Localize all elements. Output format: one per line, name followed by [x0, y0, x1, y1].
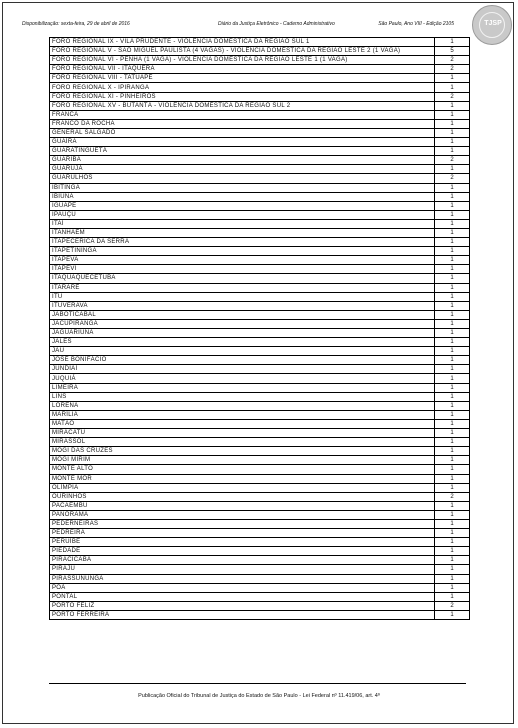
location-name: OURINHOS — [50, 492, 435, 501]
vacancy-count: 1 — [435, 128, 470, 137]
table-row — [50, 165, 470, 174]
location-name: FORO REGIONAL VI - PENHA (1 VAGA) - VIOLÊNCIA DOMÉSTICA DA REGIÃO LESTE 1 (1 VAGA) — [50, 56, 435, 65]
vacancy-count: 1 — [435, 529, 470, 538]
table-row — [50, 456, 470, 465]
table-row — [50, 329, 470, 338]
vacancy-count: 1 — [435, 301, 470, 310]
location-name: IPAUÇU — [50, 210, 435, 219]
vacancy-count: 1 — [435, 147, 470, 156]
table-row — [50, 156, 470, 165]
table-row — [50, 274, 470, 283]
table-row — [50, 219, 470, 228]
vacancy-count: 1 — [435, 474, 470, 483]
location-name: JALES — [50, 338, 435, 347]
vacancy-count: 1 — [435, 556, 470, 565]
location-name: ITARARÉ — [50, 283, 435, 292]
page-footer: Publicação Oficial do Tribunal de Justiça do Estado de São Paulo - Lei Federal nº 11.419/06, art. 4º — [138, 693, 380, 699]
vacancy-count: 1 — [435, 565, 470, 574]
vacancy-count: 1 — [435, 392, 470, 401]
vacancy-count: 1 — [435, 538, 470, 547]
table-row — [50, 592, 470, 601]
table-row — [50, 365, 470, 374]
location-name: GUAÍRA — [50, 138, 435, 147]
location-name: PORTO FERREIRA — [50, 610, 435, 619]
table-row — [50, 47, 470, 56]
vacancy-count: 1 — [435, 519, 470, 528]
location-name: LORENA — [50, 401, 435, 410]
header-publication: Diário da Justiça Eletrônico - Caderno Administrativo — [218, 21, 335, 27]
table-row — [50, 292, 470, 301]
table-row — [50, 256, 470, 265]
location-name: JUQUIÁ — [50, 374, 435, 383]
vacancy-count: 1 — [435, 38, 470, 47]
vacancy-count: 1 — [435, 410, 470, 419]
table-row — [50, 547, 470, 556]
vacancy-count: 1 — [435, 483, 470, 492]
location-name: ITAPEVI — [50, 265, 435, 274]
vacancy-count: 2 — [435, 174, 470, 183]
location-name: PEDREIRA — [50, 529, 435, 538]
location-name: ITAQUAQUECETUBA — [50, 274, 435, 283]
table-row — [50, 610, 470, 619]
table-row — [50, 210, 470, 219]
table-row — [50, 374, 470, 383]
table-row — [50, 565, 470, 574]
vacancy-count: 1 — [435, 165, 470, 174]
location-name: ITAPETININGA — [50, 247, 435, 256]
location-name: MOGI MIRIM — [50, 456, 435, 465]
location-name: GUARIBA — [50, 156, 435, 165]
location-name: FORO REGIONAL VIII - TATUAPÉ — [50, 74, 435, 83]
table-row — [50, 247, 470, 256]
vacancy-count: 1 — [435, 610, 470, 619]
location-name: MOGI DAS CRUZES — [50, 447, 435, 456]
table-row — [50, 147, 470, 156]
location-name: IBITINGA — [50, 183, 435, 192]
table-row — [50, 474, 470, 483]
location-name: PERUÍBE — [50, 538, 435, 547]
location-name: FRANCO DA ROCHA — [50, 119, 435, 128]
table-row — [50, 501, 470, 510]
table-row — [50, 338, 470, 347]
vacancy-count: 1 — [435, 247, 470, 256]
vacancy-count: 1 — [435, 319, 470, 328]
table-row — [50, 301, 470, 310]
table-row — [50, 438, 470, 447]
location-name: PACAEMBU — [50, 501, 435, 510]
table-row — [50, 483, 470, 492]
location-name: PIRASSUNUNGA — [50, 574, 435, 583]
vacancy-count: 1 — [435, 74, 470, 83]
location-name: IBIÚNA — [50, 192, 435, 201]
location-name: PANORAMA — [50, 510, 435, 519]
page-header — [22, 21, 462, 31]
location-name: JUNDIAÍ — [50, 365, 435, 374]
location-name: FORO REGIONAL IX - VILA PRUDENTE - VIOLÊNCIA DOMÉSTICA DA REGIÃO SUL 1 — [50, 38, 435, 47]
location-name: JABOTICABAL — [50, 310, 435, 319]
vacancy-count: 1 — [435, 338, 470, 347]
vacancy-count: 1 — [435, 401, 470, 410]
table-row — [50, 92, 470, 101]
vacancy-count: 1 — [435, 310, 470, 319]
table-row — [50, 174, 470, 183]
location-name: PIRAJU — [50, 565, 435, 574]
vacancy-count: 1 — [435, 183, 470, 192]
location-name: POÁ — [50, 583, 435, 592]
location-name: ITU — [50, 292, 435, 301]
location-name: FORO REGIONAL V - SÃO MIGUEL PAULISTA (4 VAGAS) - VIOLÊNCIA DOMÉSTICA DA REGIÃO LESTE 2 (1 VAGA) — [50, 47, 435, 56]
table-row — [50, 401, 470, 410]
table-row — [50, 392, 470, 401]
table-row — [50, 65, 470, 74]
vacancy-count: 1 — [435, 438, 470, 447]
seal-text: TJSP — [484, 20, 502, 27]
location-name: FRANCA — [50, 110, 435, 119]
vacancy-count: 1 — [435, 110, 470, 119]
vacancy-count: 2 — [435, 92, 470, 101]
table-row — [50, 519, 470, 528]
location-name: GUARATINGUETÁ — [50, 147, 435, 156]
vacancy-count: 1 — [435, 192, 470, 201]
vacancy-count: 1 — [435, 447, 470, 456]
vacancy-count: 5 — [435, 47, 470, 56]
location-name: JACUPIRANGA — [50, 319, 435, 328]
vacancy-count: 1 — [435, 283, 470, 292]
vacancy-count: 2 — [435, 65, 470, 74]
table-row — [50, 583, 470, 592]
table-row — [50, 538, 470, 547]
table-row — [50, 183, 470, 192]
location-name: PIEDADE — [50, 547, 435, 556]
vacancy-count: 1 — [435, 83, 470, 92]
vacancy-count: 1 — [435, 583, 470, 592]
vacancy-count: 1 — [435, 219, 470, 228]
location-name: MARÍLIA — [50, 410, 435, 419]
location-name: GUARULHOS — [50, 174, 435, 183]
table-row — [50, 110, 470, 119]
location-name: GUARUJÁ — [50, 165, 435, 174]
location-name: ITANHAÉM — [50, 228, 435, 237]
vacancy-count: 1 — [435, 101, 470, 110]
vacancy-count: 1 — [435, 547, 470, 556]
vacancy-count: 1 — [435, 374, 470, 383]
location-name: MIRASSOL — [50, 438, 435, 447]
vacancy-count: 2 — [435, 492, 470, 501]
vacancy-count: 1 — [435, 510, 470, 519]
vacancy-count: 1 — [435, 419, 470, 428]
vacancy-count: 1 — [435, 356, 470, 365]
location-name: ITAPECERICA DA SERRA — [50, 238, 435, 247]
table-row — [50, 74, 470, 83]
table-row — [50, 356, 470, 365]
vacancy-count: 1 — [435, 465, 470, 474]
table-row — [50, 410, 470, 419]
location-name: MATÃO — [50, 419, 435, 428]
table-row — [50, 283, 470, 292]
header-edition: São Paulo, Ano VIII - Edição 2105 — [378, 21, 454, 27]
location-name: MONTE MOR — [50, 474, 435, 483]
tjsp-seal-icon — [472, 5, 512, 45]
location-name: OLÍMPIA — [50, 483, 435, 492]
table-row — [50, 228, 470, 237]
header-date: Disponibilização: sexta-feira, 29 de abril de 2016 — [22, 21, 130, 27]
vacancy-count: 1 — [435, 329, 470, 338]
table-row — [50, 556, 470, 565]
footer-divider — [49, 683, 466, 684]
location-name: JAGUARIÚNA — [50, 329, 435, 338]
location-name: JOSÉ BONIFÁCIO — [50, 356, 435, 365]
vacancy-count: 1 — [435, 201, 470, 210]
location-name: PONTAL — [50, 592, 435, 601]
table-row — [50, 492, 470, 501]
table-row — [50, 128, 470, 137]
table-row — [50, 574, 470, 583]
location-name: ITAÍ — [50, 219, 435, 228]
table-row — [50, 101, 470, 110]
table-row — [50, 119, 470, 128]
location-name: LINS — [50, 392, 435, 401]
vacancy-count: 1 — [435, 228, 470, 237]
table-row — [50, 465, 470, 474]
location-name: PORTO FELIZ — [50, 601, 435, 610]
table-row — [50, 138, 470, 147]
location-name: ITUVERAVA — [50, 301, 435, 310]
vacancy-count: 1 — [435, 138, 470, 147]
location-name: IGUAPE — [50, 201, 435, 210]
table-row — [50, 38, 470, 47]
vacancy-count: 1 — [435, 574, 470, 583]
table-row — [50, 265, 470, 274]
location-name: FORO REGIONAL X - IPIRANGA — [50, 83, 435, 92]
vacancy-count: 1 — [435, 119, 470, 128]
table-row — [50, 347, 470, 356]
table-row — [50, 529, 470, 538]
vacancy-count: 1 — [435, 210, 470, 219]
table-row — [50, 429, 470, 438]
vacancy-count: 1 — [435, 256, 470, 265]
table-row — [50, 192, 470, 201]
table-row — [50, 383, 470, 392]
location-name: LIMEIRA — [50, 383, 435, 392]
vacancy-count: 1 — [435, 383, 470, 392]
location-name: FORO REGIONAL XV - BUTANTÃ - VIOLÊNCIA DOMÉSTICA DA REGIÃO SUL 2 — [50, 101, 435, 110]
table-row — [50, 601, 470, 610]
vacancy-count: 1 — [435, 365, 470, 374]
table-row — [50, 83, 470, 92]
vacancy-count: 2 — [435, 601, 470, 610]
location-name: PIRACICABA — [50, 556, 435, 565]
location-name: ITAPEVA — [50, 256, 435, 265]
location-name: MIRACATU — [50, 429, 435, 438]
vacancy-count: 1 — [435, 265, 470, 274]
vacancy-count: 1 — [435, 292, 470, 301]
table-row — [50, 447, 470, 456]
table-row — [50, 419, 470, 428]
location-name: MONTE ALTO — [50, 465, 435, 474]
location-name: PEDERNEIRAS — [50, 519, 435, 528]
vacancy-count: 1 — [435, 501, 470, 510]
vacancy-count: 1 — [435, 238, 470, 247]
location-name: JAÚ — [50, 347, 435, 356]
vacancy-count: 1 — [435, 592, 470, 601]
location-name: FORO REGIONAL VII - ITAQUERA — [50, 65, 435, 74]
location-name: GENERAL SALGADO — [50, 128, 435, 137]
table-row — [50, 310, 470, 319]
table-row — [50, 238, 470, 247]
vacancy-count: 1 — [435, 347, 470, 356]
table-row — [50, 201, 470, 210]
location-name: FORO REGIONAL XI - PINHEIROS — [50, 92, 435, 101]
vacancy-count: 2 — [435, 156, 470, 165]
vacancy-count: 1 — [435, 429, 470, 438]
vacancy-count: 2 — [435, 56, 470, 65]
table-row — [50, 510, 470, 519]
vacancies-table — [49, 37, 470, 620]
table-row — [50, 319, 470, 328]
table-row — [50, 56, 470, 65]
vacancy-count: 1 — [435, 274, 470, 283]
vacancies-table-body — [50, 38, 470, 620]
vacancy-count: 1 — [435, 456, 470, 465]
